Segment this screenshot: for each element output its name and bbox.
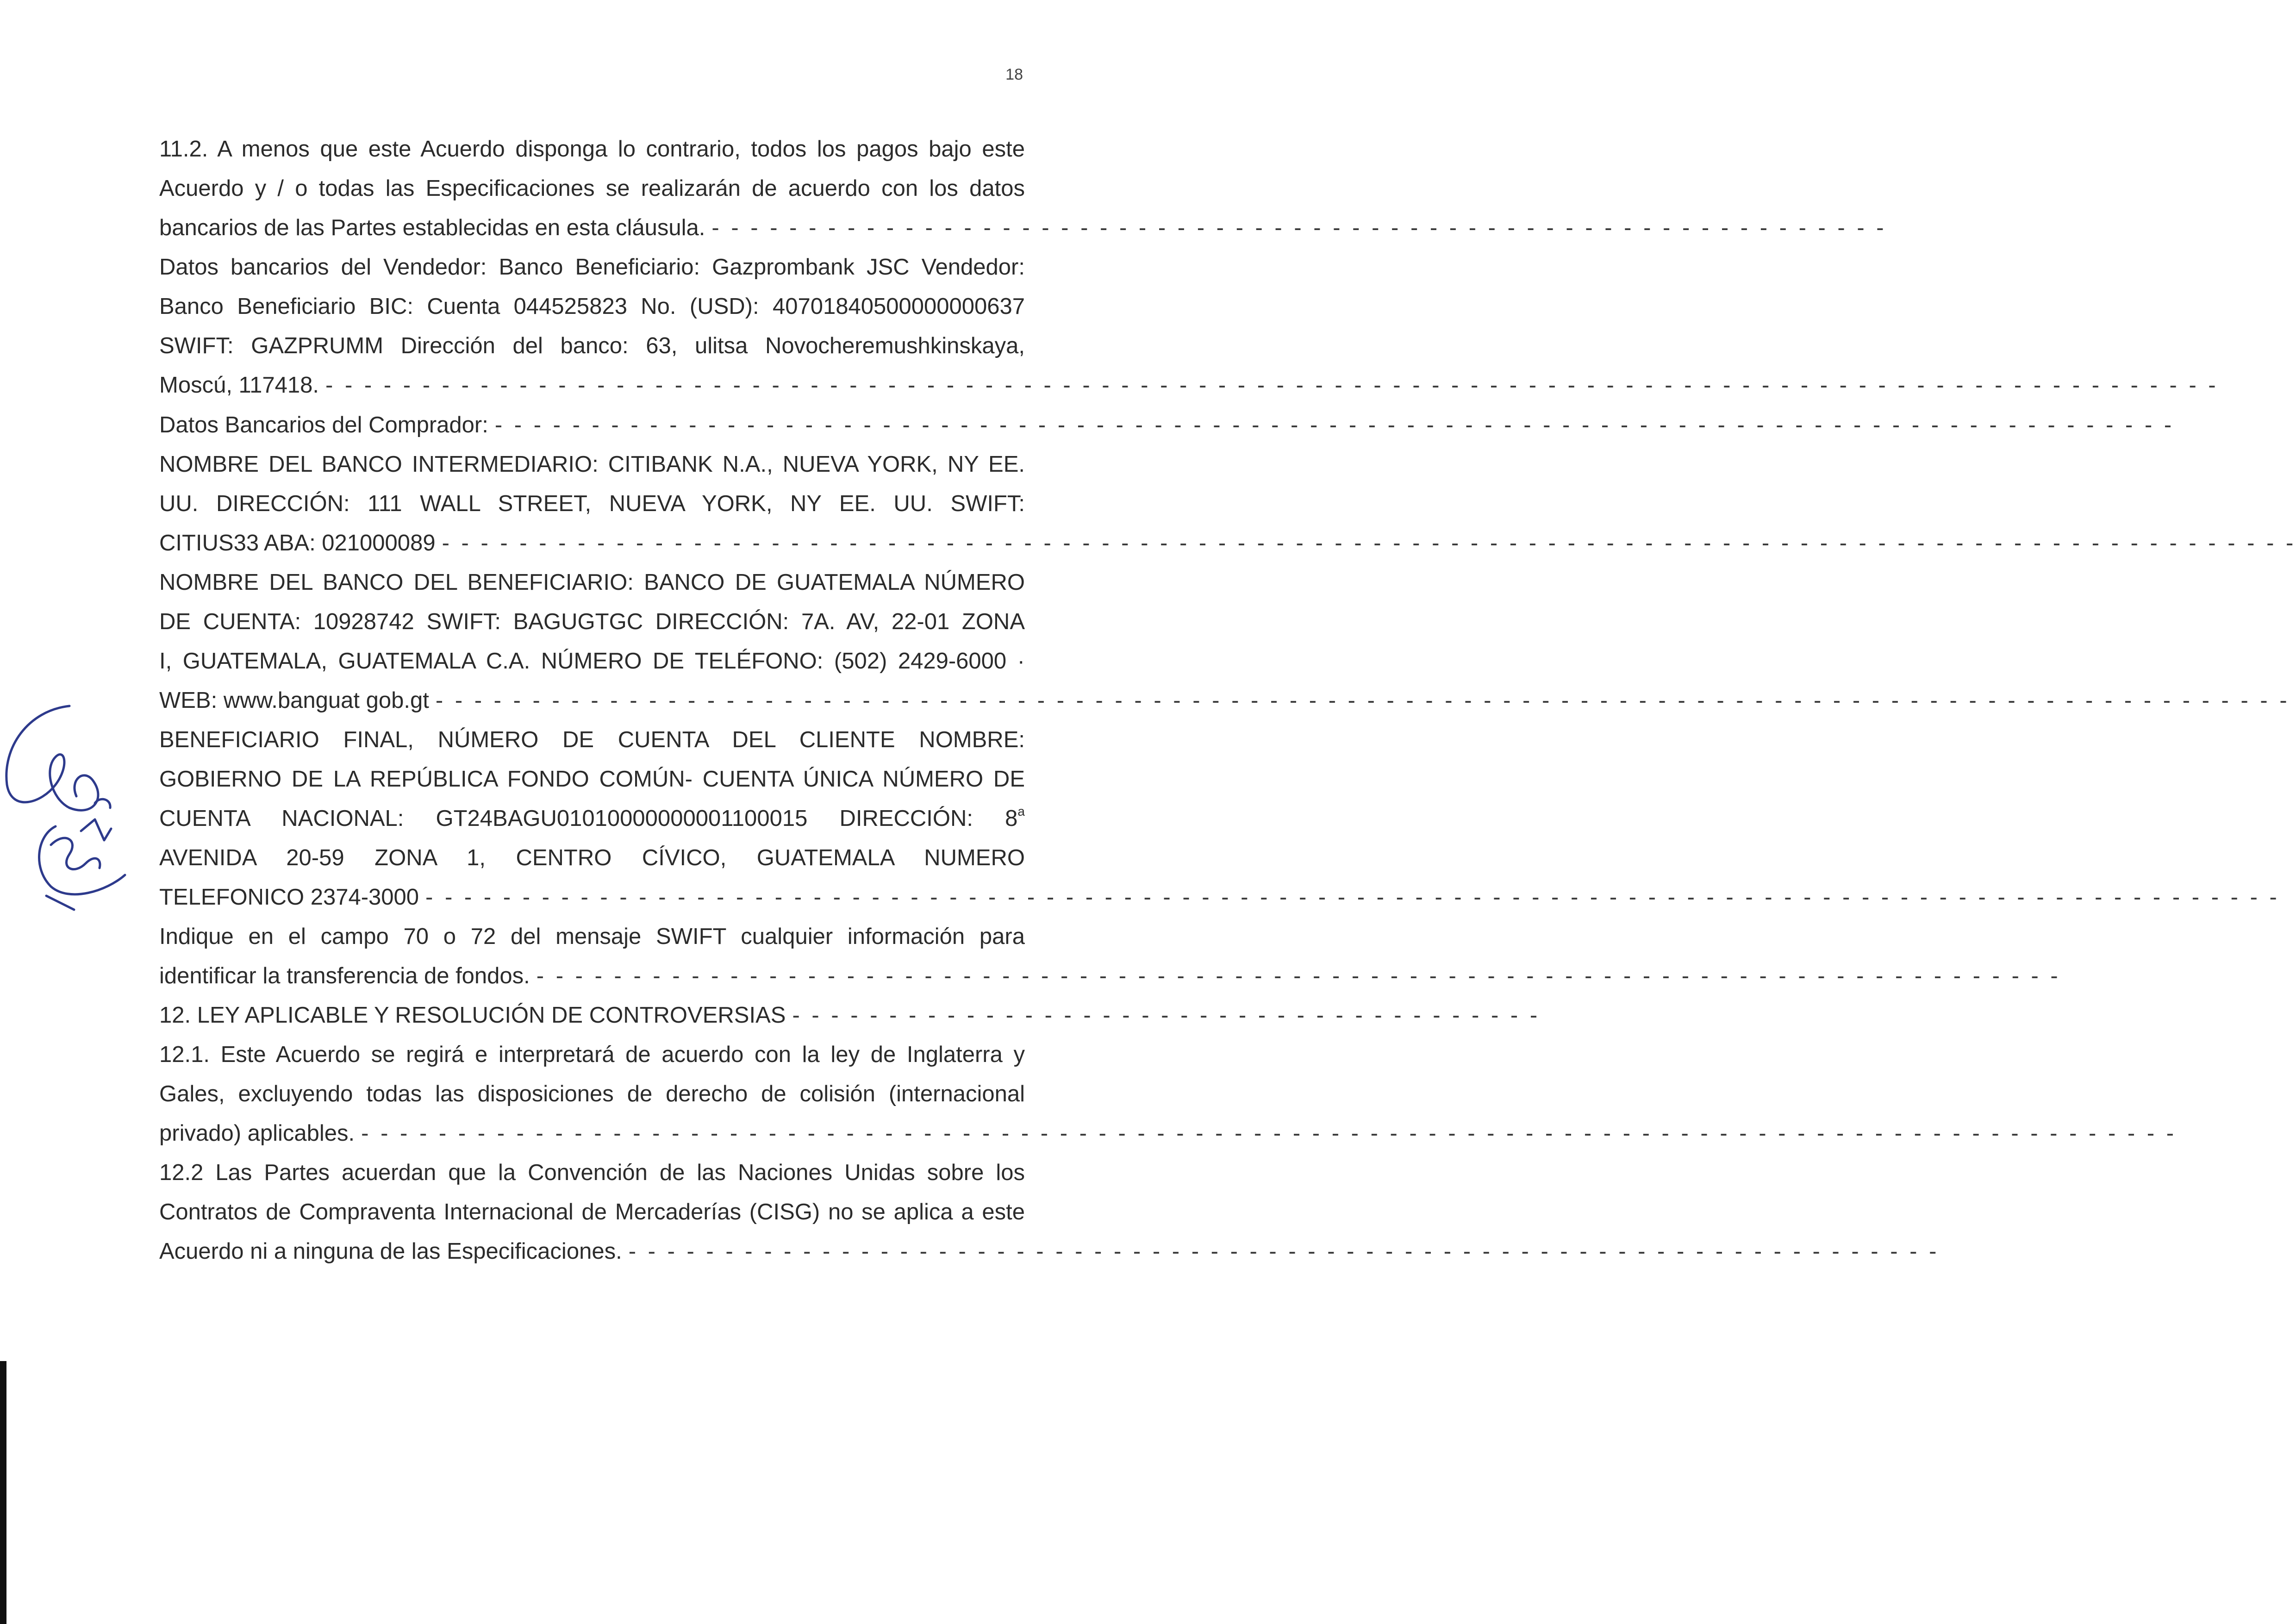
text-line: I, GUATEMALA, GUATEMALA C.A. NÚMERO DE TELÉFONO: (502) 2429-6000 · <box>159 649 1025 674</box>
dash-filler: - - - - - - - - - - - - - - - - - - - - - - - - - - - - - - - - - - - - - - - <box>792 1003 1541 1028</box>
dash-filler: - - - - - - - - - - - - - - - - - - - - - - - - - - - - - - - - - - - - - - - - - - - - - - - - - - - - - - - - - - - - - - - - - - - - <box>628 1239 1940 1264</box>
text-line: Indique en el campo 70 o 72 del mensaje SWIFT cualquier información para <box>159 924 1025 949</box>
text-line: WEB: www.banguat gob.gt - - - - - - - - - - - - - - - - - - - - - - - - - - - - - - - - - - - - - - - - - - - - - - - - - - - - - - - - - - - - - - - - - - - - - - - - - - - - - - - - - - - - - - - - - - - - - - - - <box>159 684 1025 717</box>
dash-filler: - - - - - - - - - - - - - - - - - - - - - - - - - - - - - - - - - - - - - - - - - - - - - - - - - - - - - - - - - - - - - <box>711 215 1887 240</box>
text-line: 11.2. A menos que este Acuerdo disponga lo contrario, todos los pagos bajo este <box>159 137 1025 162</box>
dash-filler: - - - - - - - - - - - - - - - - - - - - - - - - - - - - - - - - - - - - - - - - - - - - - - - - - - - - - - - - - - - - - - - - - - - - - - - - - - - - - - - - - - - - - - - - - - - - - - <box>361 1121 2177 1146</box>
text-line: Banco Beneficiario BIC: Cuenta 044525823 No. (USD): 40701840500000000637 <box>159 294 1025 319</box>
dash-filler: - - - - - - - - - - - - - - - - - - - - - - - - - - - - - - - - - - - - - - - - - - - - - - - - - - - - - - - - - - - - - - - - - - - - - - - - - - - - - - - <box>536 963 2061 988</box>
section-heading: 12. LEY APLICABLE Y RESOLUCIÓN DE CONTROVERSIAS - - - - - - - - - - - - - - - - - - - - - - - - - - - - - - - - - - - - - - - <box>159 999 1025 1031</box>
text-line: Gales, excluyendo todas las disposiciones de derecho de colisión (internacional <box>159 1081 1025 1106</box>
text-line: NOMBRE DEL BANCO INTERMEDIARIO: CITIBANK N.A., NUEVA YORK, NY EE. <box>159 452 1025 477</box>
text-line: UU. DIRECCIÓN: 111 WALL STREET, NUEVA YORK, NY EE. UU. SWIFT: <box>159 491 1025 516</box>
ordinal-superscript: a <box>1017 804 1025 818</box>
dash-filler: - - - - - - - - - - - - - - - - - - - - - - - - - - - - - - - - - - - - - - - - - - - - - - - - - - - - - - - - - - - - - - - - - - - - - - - - - - - - - - - - - - - - - - - - - - - - - - - - <box>442 531 2296 556</box>
text-line: BENEFICIARIO FINAL, NÚMERO DE CUENTA DEL CLIENTE NOMBRE: <box>159 727 1025 752</box>
text-line: 12.1. Este Acuerdo se regirá e interpretará de acuerdo con la ley de Inglaterra y <box>159 1042 1025 1067</box>
dash-filler: - - - - - - - - - - - - - - - - - - - - - - - - - - - - - - - - - - - - - - - - - - - - - - - - - - - - - - - - - - - - - - - - - - - - - - - - - - - - - - - - - - - - - - - - - - - - - - - - <box>425 885 2280 910</box>
dash-filler: - - - - - - - - - - - - - - - - - - - - - - - - - - - - - - - - - - - - - - - - - - - - - - - - - - - - - - - - - - - - - - - - - - - - - - - - - - - - - - - - - - - - - - - <box>494 412 2175 437</box>
text-line: TELEFONICO 2374-3000 - - - - - - - - - - - - - - - - - - - - - - - - - - - - - - - - - - - - - - - - - - - - - - - - - - - - - - - - - - - - - - - - - - - - - - - - - - - - - - - - - - - - - - - - - - - - - - - - <box>159 881 1025 913</box>
dash-filler: - - - - - - - - - - - - - - - - - - - - - - - - - - - - - - - - - - - - - - - - - - - - - - - - - - - - - - - - - - - - - - - - - - - - - - - - - - - - - - - - - - - - - - - - - - - - - - - - <box>435 688 2290 713</box>
text-line: GOBIERNO DE LA REPÚBLICA FONDO COMÚN- CUENTA ÚNICA NÚMERO DE <box>159 767 1025 792</box>
text-line: NOMBRE DEL BANCO DEL BENEFICIARIO: BANCO DE GUATEMALA NÚMERO <box>159 570 1025 595</box>
handwritten-signature <box>0 692 139 914</box>
text-line: privado) aplicables. - - - - - - - - - - - - - - - - - - - - - - - - - - - - - - - - - - - - - - - - - - - - - - - - - - - - - - - - - - - - - - - - - - - - - - - - - - - - - - - - - - - - - - - - - - - - - - <box>159 1117 1025 1149</box>
text-line: Contratos de Compraventa Internacional de Mercaderías (CISG) no se aplica a este <box>159 1199 1025 1224</box>
scan-edge-mark <box>0 1361 6 1624</box>
text-line: Datos bancarios del Vendedor: Banco Beneficiario: Gazprombank JSC Vendedor: <box>159 255 1025 280</box>
text-line: 12.2 Las Partes acuerdan que la Convención de las Naciones Unidas sobre los <box>159 1160 1025 1185</box>
text-line: CUENTA NACIONAL: GT24BAGU01010000000001100015 DIRECCIÓN: 8$^a$ <box>159 804 1025 831</box>
text-line: Acuerdo y / o todas las Especificaciones se realizarán de acuerdo con los datos <box>159 176 1025 201</box>
text-line: AVENIDA 20-59 ZONA 1, CENTRO CÍVICO, GUATEMALA NUMERO <box>159 845 1025 870</box>
text-line: SWIFT: GAZPRUMM Dirección del banco: 63, ulitsa Novocheremushkinskaya, <box>159 333 1025 358</box>
text-line: DE CUENTA: 10928742 SWIFT: BAGUGTGC DIRECCIÓN: 7A. AV, 22-01 ZONA <box>159 609 1025 634</box>
text-line: Datos Bancarios del Comprador: - - - - - - - - - - - - - - - - - - - - - - - - - - - - - - - - - - - - - - - - - - - - - - - - - - - - - - - - - - - - - - - - - - - - - - - - - - - - - - - - - - - - - - - <box>159 409 1025 441</box>
page-number: 18 <box>1005 66 1023 83</box>
text-line: Moscú, 117418. - - - - - - - - - - - - - - - - - - - - - - - - - - - - - - - - - - - - - - - - - - - - - - - - - - - - - - - - - - - - - - - - - - - - - - - - - - - - - - - - - - - - - - - - - - - - - - - - - - <box>159 369 1025 401</box>
text-line: bancarios de las Partes establecidas en esta cláusula. - - - - - - - - - - - - - - - - - - - - - - - - - - - - - - - - - - - - - - - - - - - - - - - - - - - - - - - - - - - - - <box>159 212 1025 244</box>
dash-filler: - - - - - - - - - - - - - - - - - - - - - - - - - - - - - - - - - - - - - - - - - - - - - - - - - - - - - - - - - - - - - - - - - - - - - - - - - - - - - - - - - - - - - - - - - - - - - - - - - - <box>325 373 2219 398</box>
text-line: Acuerdo ni a ninguna de las Especificaciones. - - - - - - - - - - - - - - - - - - - - - - - - - - - - - - - - - - - - - - - - - - - - - - - - - - - - - - - - - - - - - - - - - - - - <box>159 1235 1025 1268</box>
text-line: CITIUS33 ABA: 021000089 - - - - - - - - - - - - - - - - - - - - - - - - - - - - - - - - - - - - - - - - - - - - - - - - - - - - - - - - - - - - - - - - - - - - - - - - - - - - - - - - - - - - - - - - - - - - - - - - <box>159 527 1025 559</box>
text-line: identificar la transferencia de fondos. - - - - - - - - - - - - - - - - - - - - - - - - - - - - - - - - - - - - - - - - - - - - - - - - - - - - - - - - - - - - - - - - - - - - - - - - - - - - - - - <box>159 960 1025 992</box>
